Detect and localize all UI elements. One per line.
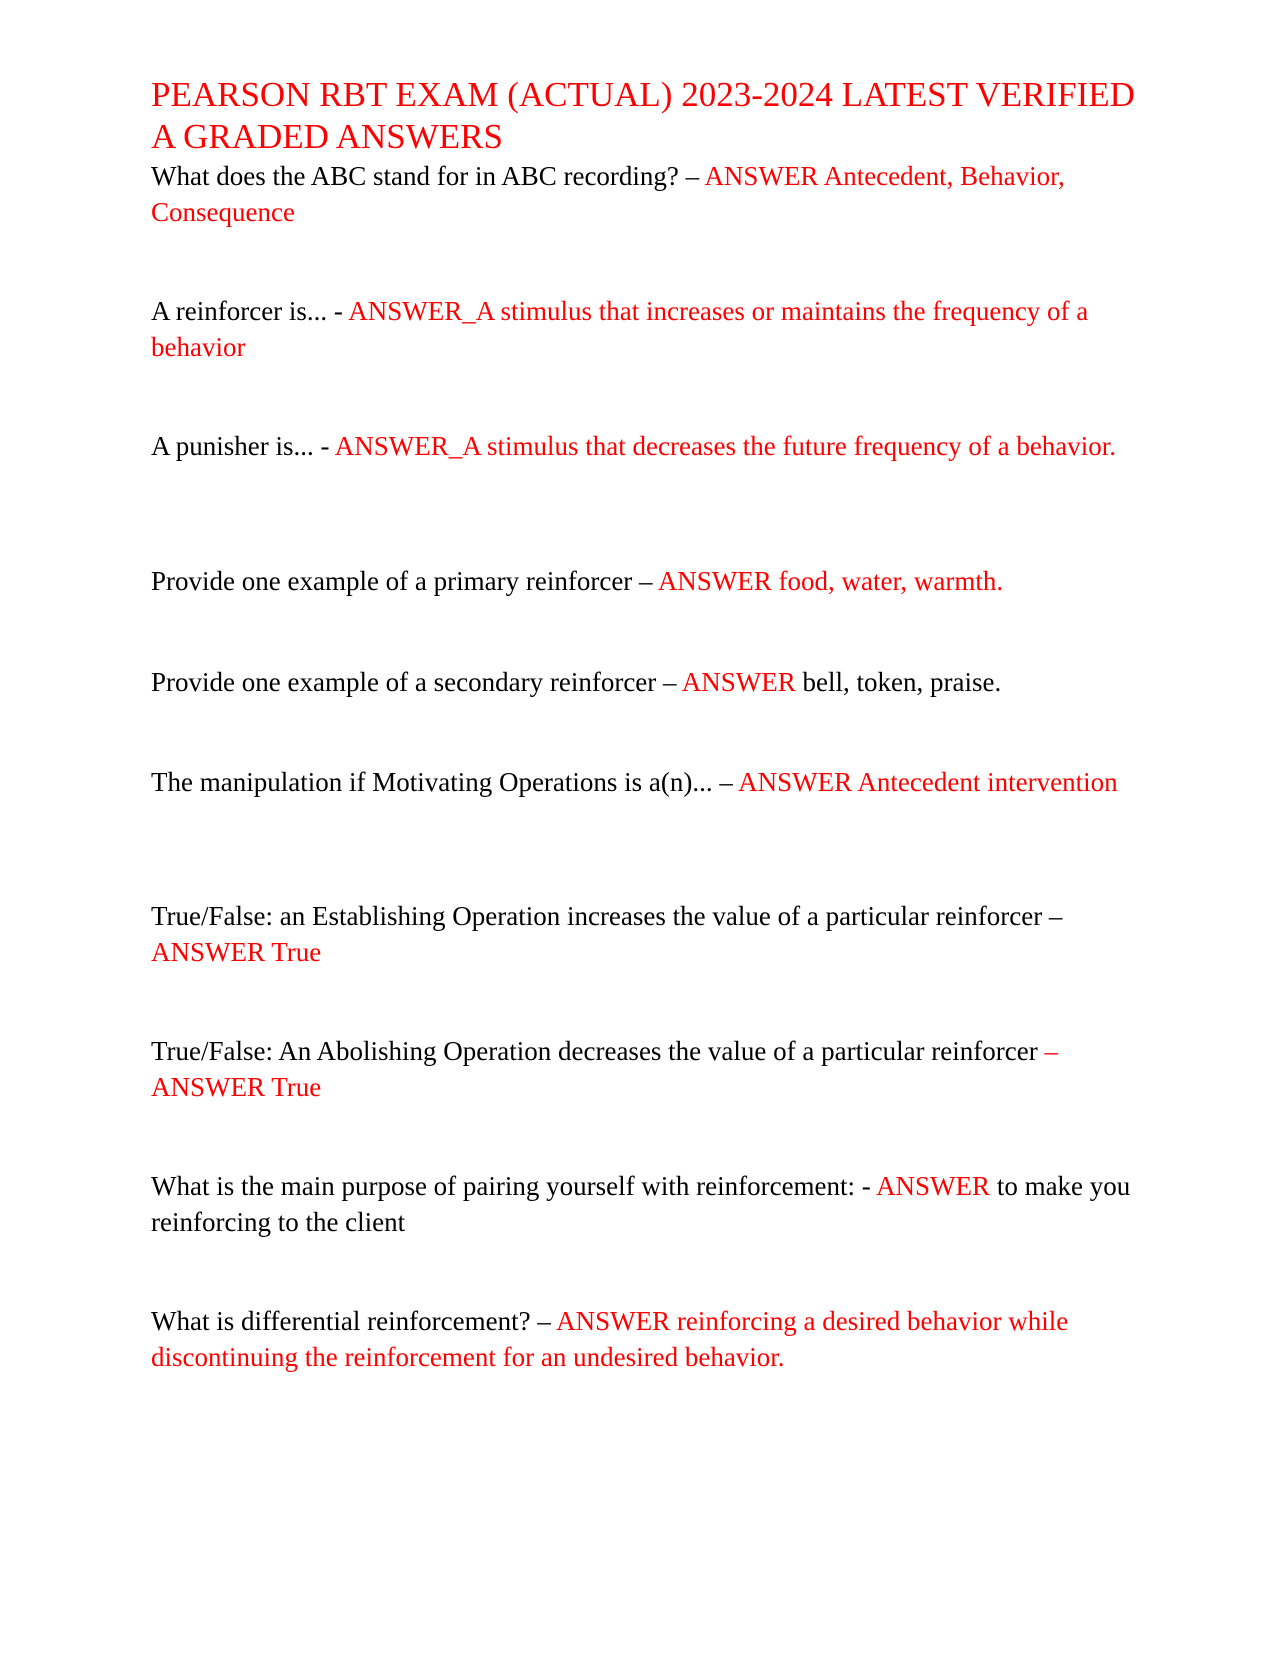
- answer: ANSWER_A stimulus that decreases the future frequency of a behavior.: [334, 431, 1117, 461]
- question: What is the main purpose of pairing yourself with reinforcement: -: [151, 1171, 871, 1201]
- answer: ANSWER reinforcing a desired behavior while discontinuing the reinforcement for an undesired behavior.: [151, 1306, 1069, 1372]
- question: True/False: an Establishing Operation increases the value of a particular reinforcer –: [151, 901, 1063, 931]
- answer: ANSWER True: [151, 937, 322, 967]
- qa-item-7: [151, 898, 1151, 970]
- question: Provide one example of a primary reinforcer –: [151, 566, 653, 596]
- qa-item-6: [151, 764, 1151, 800]
- question: The manipulation if Motivating Operations is a(n)... –: [151, 767, 733, 797]
- qa-item-3: [151, 428, 1151, 464]
- question: Provide one example of a secondary reinforcer –: [151, 667, 677, 697]
- answer: ANSWER: [876, 1171, 991, 1201]
- answer: ANSWER_A stimulus that increases or maintains the frequency of a behavior: [151, 296, 1089, 362]
- qa-item-4: [151, 563, 1151, 599]
- question: A punisher is... -: [151, 431, 330, 461]
- answer: ANSWER Antecedent, Behavior, Consequence: [151, 161, 1065, 227]
- document-title: PEARSON RBT EXAM (ACTUAL) 2023-2024 LATEST VERIFIED A GRADED ANSWERS: [151, 75, 1135, 156]
- answer: ANSWER Antecedent intervention: [738, 767, 1118, 797]
- qa-item-1: [151, 158, 1151, 230]
- question: True/False: An Abolishing Operation decreases the value of a particular reinforcer: [151, 1036, 1038, 1066]
- question: A reinforcer is... -: [151, 296, 343, 326]
- qa-item-9: [151, 1168, 1151, 1240]
- qa-item-2: [151, 293, 1151, 365]
- question: What does the ABC stand for in ABC recording? –: [151, 161, 700, 191]
- answer: ANSWER food, water, warmth.: [657, 566, 1004, 596]
- answer: – ANSWER True: [151, 1036, 1058, 1102]
- answer-tail: to make you reinforcing to the client: [151, 1171, 1131, 1237]
- question: What is differential reinforcement? –: [151, 1306, 551, 1336]
- qa-item-5: [151, 664, 1151, 700]
- answer-tail: bell, token, praise.: [802, 667, 1002, 697]
- answer: ANSWER: [681, 667, 796, 697]
- qa-item-8: [151, 1033, 1151, 1105]
- qa-item-10: [151, 1303, 1151, 1375]
